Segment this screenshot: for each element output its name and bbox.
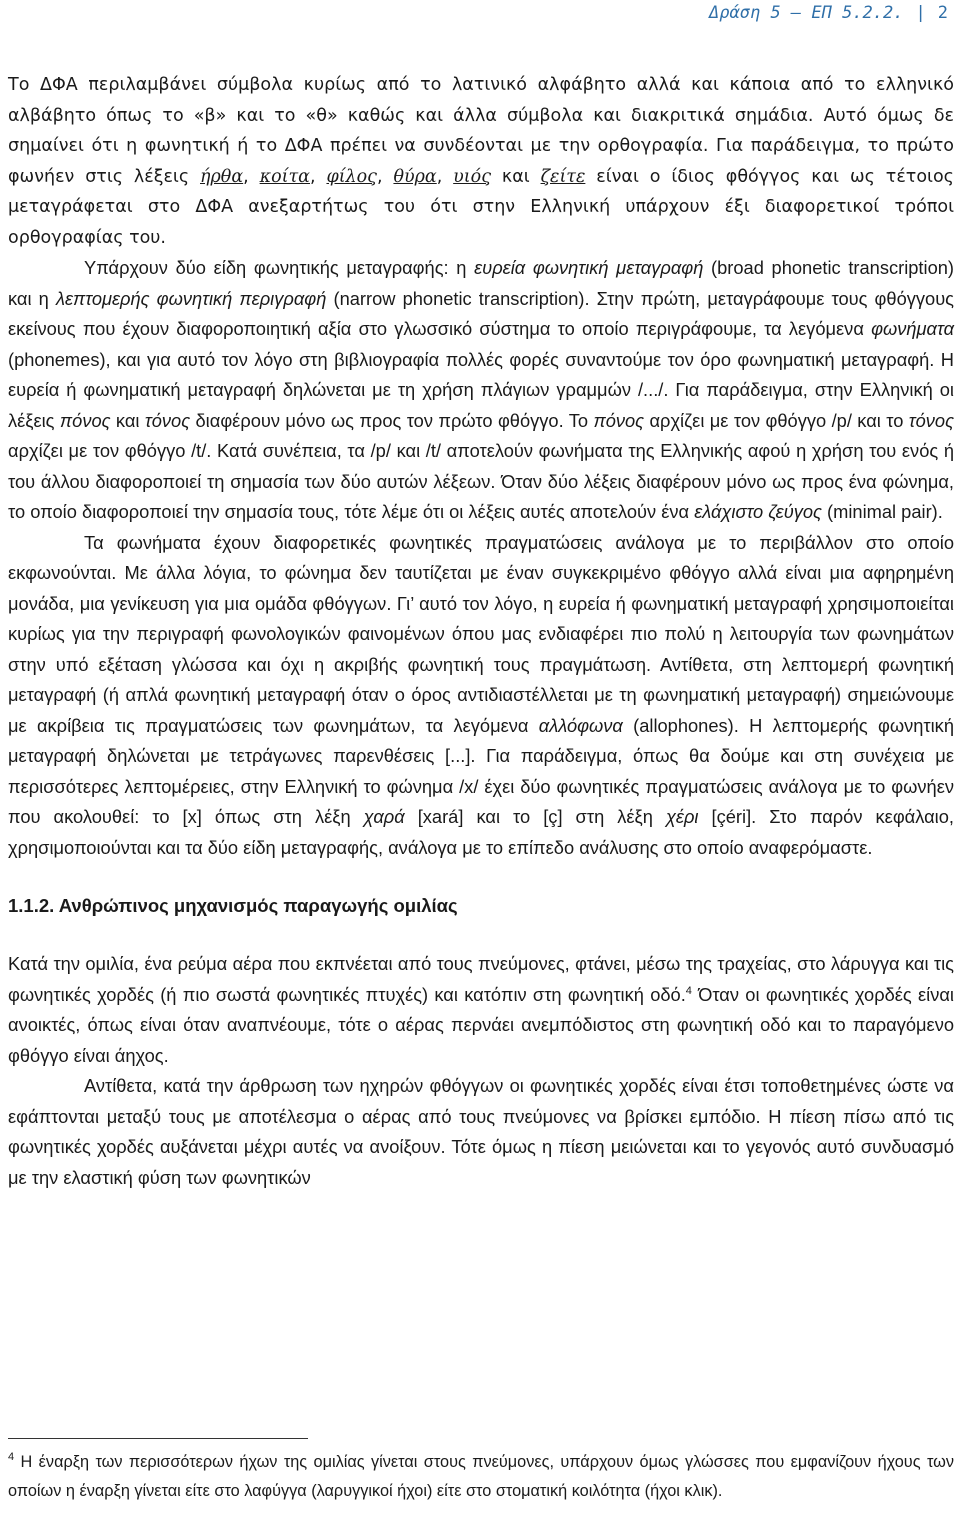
term: φωνήματα: [871, 318, 954, 339]
term: τόνος: [144, 409, 191, 431]
term: πόνος: [593, 409, 645, 431]
document-body: [8, 70, 954, 1193]
paragraph-transcription-types: Υπάρχουν δύο είδη φωνητικής μεταγραφής: η ευρεία φωνητική μεταγραφή (broad phonetic transcription) και η λεπτομερής φωνητική περιγραφή (narrow phonetic transcription). Στην πρώτη, μεταγράφουμε τους φθόγγους εκείνους που έχουν διαφοροποιητική αξία στο γλωσσικό σύστημα το οποίο περιγράφουμε, τα λεγόμενα φωνήματα (phonemes), και για αυτό τον λόγο στη βιβλιογραφία πολλές φορές συναντούμε τον όρο φωνηματική μεταγραφή. Η ευρεία ή φωνηματική μεταγραφή δηλώνεται με τη χρήση πλάγιων γραμμών /.../. Για παράδειγμα, στην Ελληνική οι λέξεις πόνος και τόνος διαφέρουν μόνο ως προς τον πρώτο φθόγγο. Το πόνος αρχίζει με τον φθόγγο /p/ και το τόνος αρχίζει με τον φθόγγο /t/. Κατά συνέπεια, τα /p/ και /t/ αποτελούν φωνήματα της Ελληνικής αφού η χρήση του ενός ή του άλλου διαφοροποιεί τη σημασία των δύο αυτών λέξεων. Όταν δύο λέξεις διαφέρουν μόνο ως προς ένα φώνημα, το οποίο διαφοροποιεί την σημασία τους, τότε λέμε ότι οι λέξεις αυτές αποτελούν ένα ελάχιστο ζεύγος (minimal pair).: [8, 257, 954, 522]
example-word: ήρθα: [200, 166, 244, 187]
running-header: [709, 0, 948, 26]
document-title: Δράση 5 – ΕΠ 5.2.2.: [709, 3, 904, 23]
footnote-ref[interactable]: 4: [685, 984, 692, 997]
paragraph-voiced-sounds: Αντίθετα, κατά την άρθρωση των ηχηρών φθόγγων οι φωνητικές χορδές είναι έτσι τοποθετημένες ώστε να εφάπτονται μεταξύ τους με αποτέλεσμα ο αέρας από τους πνεύμονες να βρίσκει εμπόδιο. Η πίεση πίσω από τις φωνητικές χορδές αυξάνεται μέχρι αυτές να ανοίξουν. Τότε όμως η πίεση μειώνεται και το γεγονός αυτό συνδυασμό με την ελαστική φύση των φωνητικών: [8, 1075, 954, 1188]
term: χαρά: [363, 806, 405, 827]
header-separator: |: [915, 3, 926, 23]
term: χέρι: [665, 806, 699, 827]
footnote-number: 4: [8, 1451, 15, 1463]
example-word: κοίτα: [259, 166, 310, 187]
term: ελάχιστο ζεύγος: [694, 501, 822, 522]
term: πόνος: [59, 409, 111, 431]
example-word: θύρα: [393, 166, 437, 187]
paragraph-allophones: Τα φωνήματα έχουν διαφορετικές φωνητικές πραγματώσεις ανάλογα με το περιβάλλον στο οποίο εκφωνούνται. Με άλλα λόγια, το φώνημα δεν ταυτίζεται με έναν συγκεκριμένο φθόγγο αλλά είναι μια αφηρημένη μονάδα, μια γενίκευση για μια ομάδα φθόγγων. Γι’ αυτό τον λόγο, η ευρεία ή φωνηματική μεταγραφή χρησιμοποιείται κυρίως για την περιγραφή φωνολογικών φαινομένων όπου μας ενδιαφέρει πιο πολύ η λειτουργία των φωνημάτων στην υπό εξέταση γλώσσα και όχι η ακριβής φωνητική τους πραγμάτωση. Αντίθετα, στη λεπτομερή φωνητική μεταγραφή (ή απλά φωνητική μεταγραφή όταν ο όρος αντιδιαστέλλεται με τη φωνηματική μεταγραφή) σημειώνουμε με ακρίβεια τις πραγματώσεις των φωνημάτων, τα λεγόμενα αλλόφωνα (allophones). Η λεπτομερής φωνητική μεταγραφή δηλώνεται με τετράγωνες παρενθέσεις [...]. Για παράδειγμα, όπως θα δούμε και στη συνέχεια με περισσότερες λεπτομέρειες, στην Ελληνική το φώνημα /x/ έχει δύο φωνητικές πραγματώσεις ανάλογα με το φωνήεν που ακολουθεί: το [x] όπως στη λέξη χαρά [xará] και το [ç] στη λέξη χέρι [çéri]. Στο παρόν κεφάλαιο, χρησιμοποιούνται και τα δύο είδη μεταγραφής, ανάλογα με το επίπεδο ανάλυσης στο οποίο αναφερόμαστε.: [8, 531, 954, 858]
term: ευρεία φωνητική μεταγραφή: [474, 257, 704, 278]
example-word: ζείτε: [540, 166, 586, 187]
term: λεπτομερής φωνητική περιγραφή: [55, 287, 327, 309]
footnote-divider: [8, 1438, 308, 1439]
paragraph-ipa-symbols: Το ΔΦΑ περιλαμβάνει σύμβολα κυρίως από το λατινικό αλφάβητο αλλά και κάποια από το ελληνικό αλβάβητο όπως το «β» και το «θ» καθώς και άλλα σύμβολα και διακριτικά σημάδια. Αυτό όμως δε σημαίνει ότι η φωνητική ή το ΔΦΑ πρέπει να συνδέονται με την ορθογραφία. Για παράδειγμα, το πρώτο φωνήεν στις λέξεις ήρθα, κοίτα, φίλος, θύρα, υιός και ζείτε είναι ο ίδιος φθόγγος και ως τέτοιος μεταγράφεται στο ΔΦΑ ανεξαρτήτως του ότι στην Ελληνική υπάρχουν έξι διαφορετικοί τρόποι ορθογραφίας του.: [8, 75, 954, 248]
term: τόνος: [908, 409, 954, 431]
term: αλλόφωνα: [538, 714, 623, 736]
page-number: 2: [937, 3, 948, 23]
example-word: φίλος: [326, 166, 377, 187]
section-heading: 1.1.2. Ανθρώπινος μηχανισμός παραγωγής ομιλίας: [8, 895, 458, 916]
footnote-text: Η έναρξη των περισσότερων ήχων της ομιλίας γίνεται στους πνεύμονες, υπάρχουν όμως γλώσσες που εμφανίζουν ήχους των οποίων η έναρξη γίνεται είτε στο λαφύγγα (λαρυγγικοί ήχοι) είτε στο στοματική κοιλότητα (ήχοι κλικ).: [8, 1453, 954, 1500]
paragraph-speech-mechanism: Κατά την ομιλία, ένα ρεύμα αέρα που εκπνέεται από τους πνεύμονες, φτάνει, μέσω της τραχείας, στο λάρυγγα και τις φωνητικές χορδές (ή πιο σωστά φωνητικές πτυχές) και κατόπιν στη φωνητική οδό.$^4$ Όταν οι φωνητικές χορδές είναι ανοικτές, όπως είναι όταν αναπνέουμε, τότε ο αέρας περνάει ανεμπόδιστος στη φωνητική οδό και το παραγόμενο φθόγγο είναι άηχος.: [8, 953, 954, 1066]
footnote: [8, 1448, 954, 1506]
example-word: υιός: [453, 166, 492, 187]
